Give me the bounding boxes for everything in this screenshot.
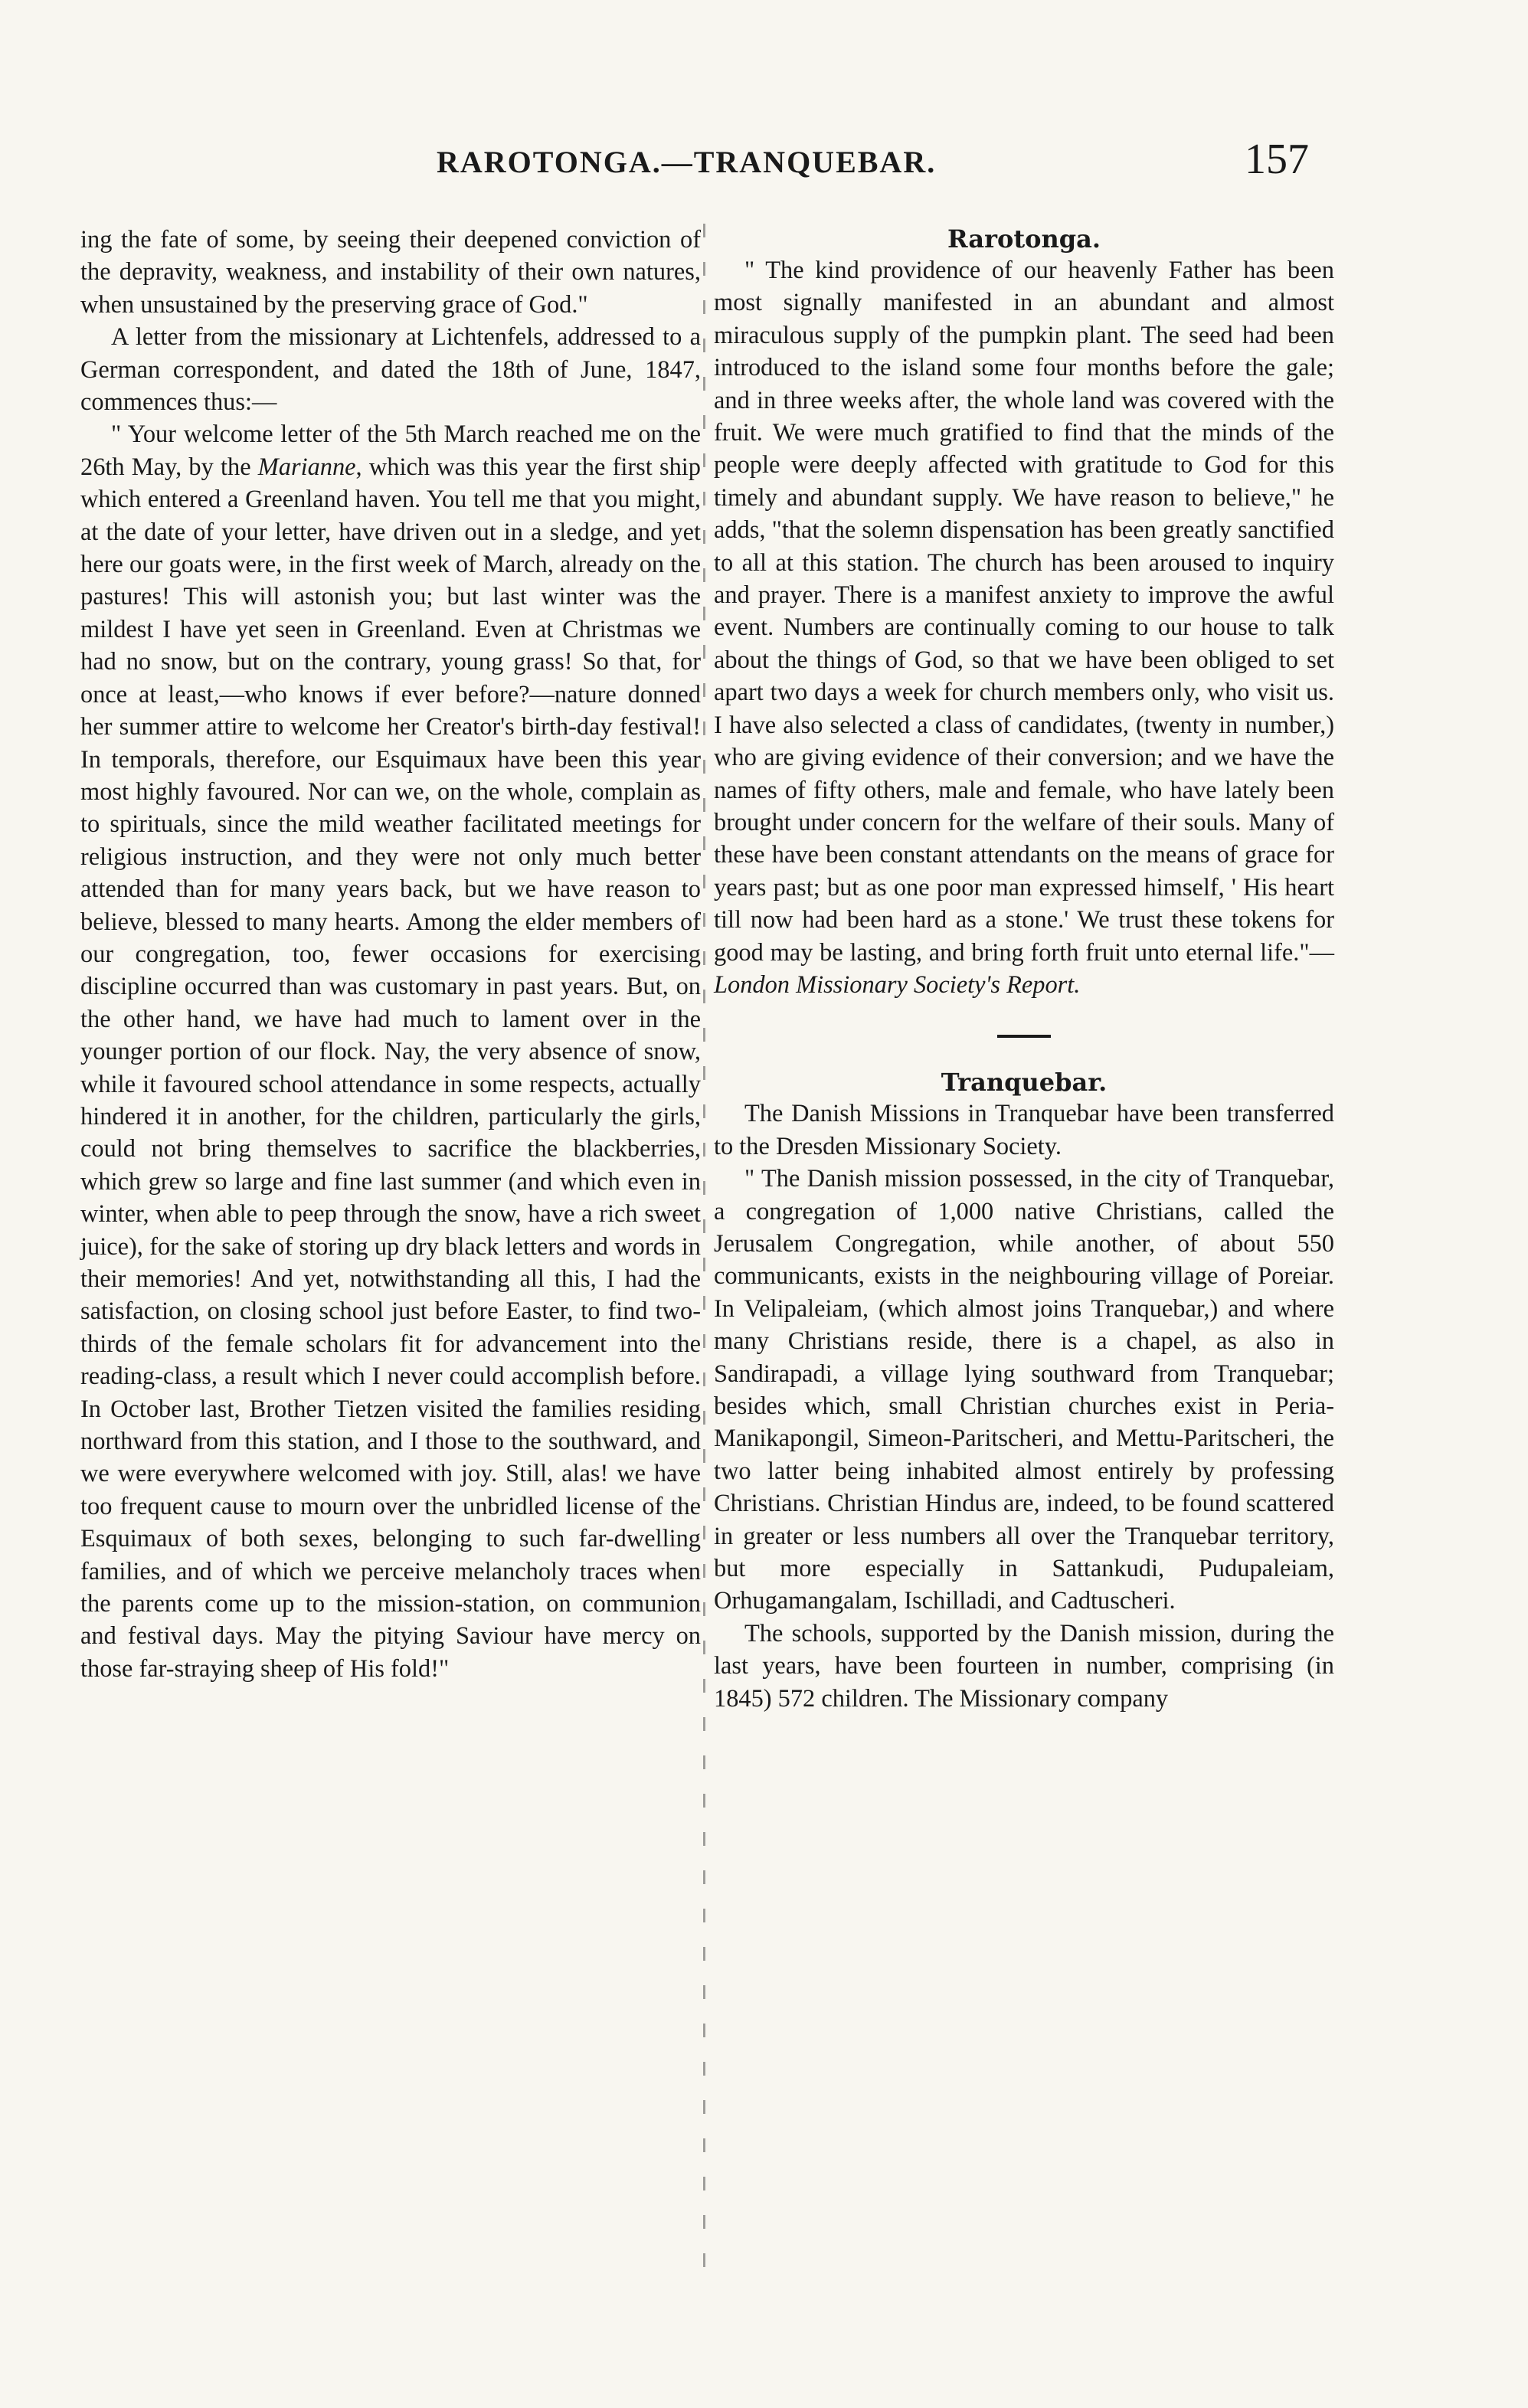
text-run: , which was this year the first ship which entered a Greenland haven. You tell me that you might, at the date of your letter, have driven out in a sledge, and yet here our goats were, in the first week of March, already on the pastures! This will astonish you; but last winter was the mildest I have yet seen in Greenland. Even at Christmas we had no snow, but on the contrary, young grass! So that, for once at least,—who knows if ever before?—nature donned her summer attire to welcome her Creator's birth-day festival! In temporals, therefore, our Esquimaux have been this year most highly favoured. Nor can we, on the whole, complain as to spirituals, since the mild weather facilitated meetings for religious instruction, and they were not only much better attended than for many years back, but we have reason to believe, blessed to many hearts. Among the elder members of our congregation, too, fewer occasions for exercising discipline occurred than was customary in past years. But, on the other hand, we have had much to lament over in the younger portion of our flock. Nay, the very absence of snow, while it favoured school attendance in some respects, actually hindered it in another, for the children, particularly the girls, could not bring themselves to sacrifice the blackberries, which grew so large and fine last summer (and which even in winter, when able to peep through the snow, have a rich sweet juice), for the sake of storing up dry black letters and words in their memories! And yet, notwithstanding all this, I had the satisfaction, on closing school just before Easter, to find two-thirds of the female scholars fit for advancement into the reading-class, a result which I never could accomplish before. In October last, Brother Tietzen visited the families residing northward from this station, and I those to the southward, and we were everywhere welcomed with joy. Still, alas! we have too frequent cause to mourn over the unbridled license of the Esquimaux of both sexes, belonging to such far-dwelling families, and of which we perceive melancholy traces when the parents come up to the mission-station, on communion and festival days. May the pitying Saviour have mercy on those far-straying sheep of His fold!" — [80, 453, 701, 1683]
paragraph: A letter from the missionary at Lichtenfels, addressed to a German correspondent, and dated the 18th of June, 1847, commences thus:— — [80, 323, 701, 417]
section-rule — [997, 1035, 1051, 1038]
paragraph: The schools, supported by the Danish mission, during the last years, have been fourteen in number, comprising (in 1845) 572 children. The Missionary company — [714, 1619, 1334, 1713]
letter-paragraph — [80, 418, 701, 1685]
paragraph: " The Danish mission possessed, in the city of Tranquebar, a congregation of 1,000 native Christians, called the Jerusalem Congregation, while another, of about 550 communicants, exists in the neighbouring village of Poreiar. In Velipaleiam, (which almost joins Tranquebar,) and where many Christians reside, there is a chapel, as also in Sandirapadi, a village lying southward from Tranquebar; besides which, small Christian churches exist in Peria-Manikapongil, Simeon-Paritscheri, and Mettu-Paritscheri, the two latter being inhabited almost entirely by professing Christians. Christian Hindus are, indeed, to be found scattered in greater or less numbers all over the Tranquebar territory, but more especially in Sattankudi, Pudupaleiam, Orhugamangalam, Ischilladi, and Cadtuscheri. — [714, 1165, 1334, 1615]
right-column — [714, 224, 1334, 1715]
left-column — [80, 224, 701, 1685]
source-citation: London Missionary Society's Report. — [714, 970, 1081, 999]
ship-name: Marianne — [257, 453, 356, 481]
text-run: " Your welcome letter of the 5th March reached me on the 26th May, by the — [80, 420, 701, 481]
column-divider — [703, 224, 705, 2284]
paragraph — [714, 254, 1334, 1001]
paragraph: The Danish Missions in Tranquebar have been transferred to the Dresden Missionary Society. — [714, 1100, 1334, 1160]
section-title-tranquebar: Tranquebar. — [941, 1068, 1108, 1098]
page-header — [0, 136, 1528, 190]
section-title-rarotonga: Rarotonga. — [947, 224, 1101, 254]
running-title: RAROTONGA.—TRANQUEBAR. — [437, 145, 937, 179]
page-number: 157 — [1245, 136, 1309, 183]
paragraph: ing the fate of some, by seeing their deepened conviction of the depravity, weakness, and instability of their own natures, when unsustained by the preserving grace of God." — [80, 226, 701, 319]
text-run: " The kind providence of our heavenly Father has been most signally manifested in an abundant and almost miraculous supply of the pumpkin plant. The seed had been introduced to the island some four months before the gale; and in three weeks after, the whole land was covered with the fruit. We were much gratified to find that the minds of the people were deeply affected with gratitude to God for this timely and abundant supply. We have reason to believe," he adds, "that the solemn dispensation has been greatly sanctified to all at this station. The church has been aroused to inquiry and prayer. There is a manifest anxiety to improve the awful event. Numbers are continually coming to our house to talk about the things of God, so that we have been obliged to set apart two days a week for church members only, who visit us. I have also selected a class of candidates, (twenty in number,) who are giving evidence of their conversion; and we have the names of fifty others, male and female, who have lately been brought under concern for the welfare of their souls. Many of these have been constant attendants on the means of grace for years past; but as one poor man expressed himself, ' His heart till now had been hard as a stone.' We trust these tokens for good may be lasting, and bring forth fruit unto eternal life."— — [714, 257, 1334, 967]
